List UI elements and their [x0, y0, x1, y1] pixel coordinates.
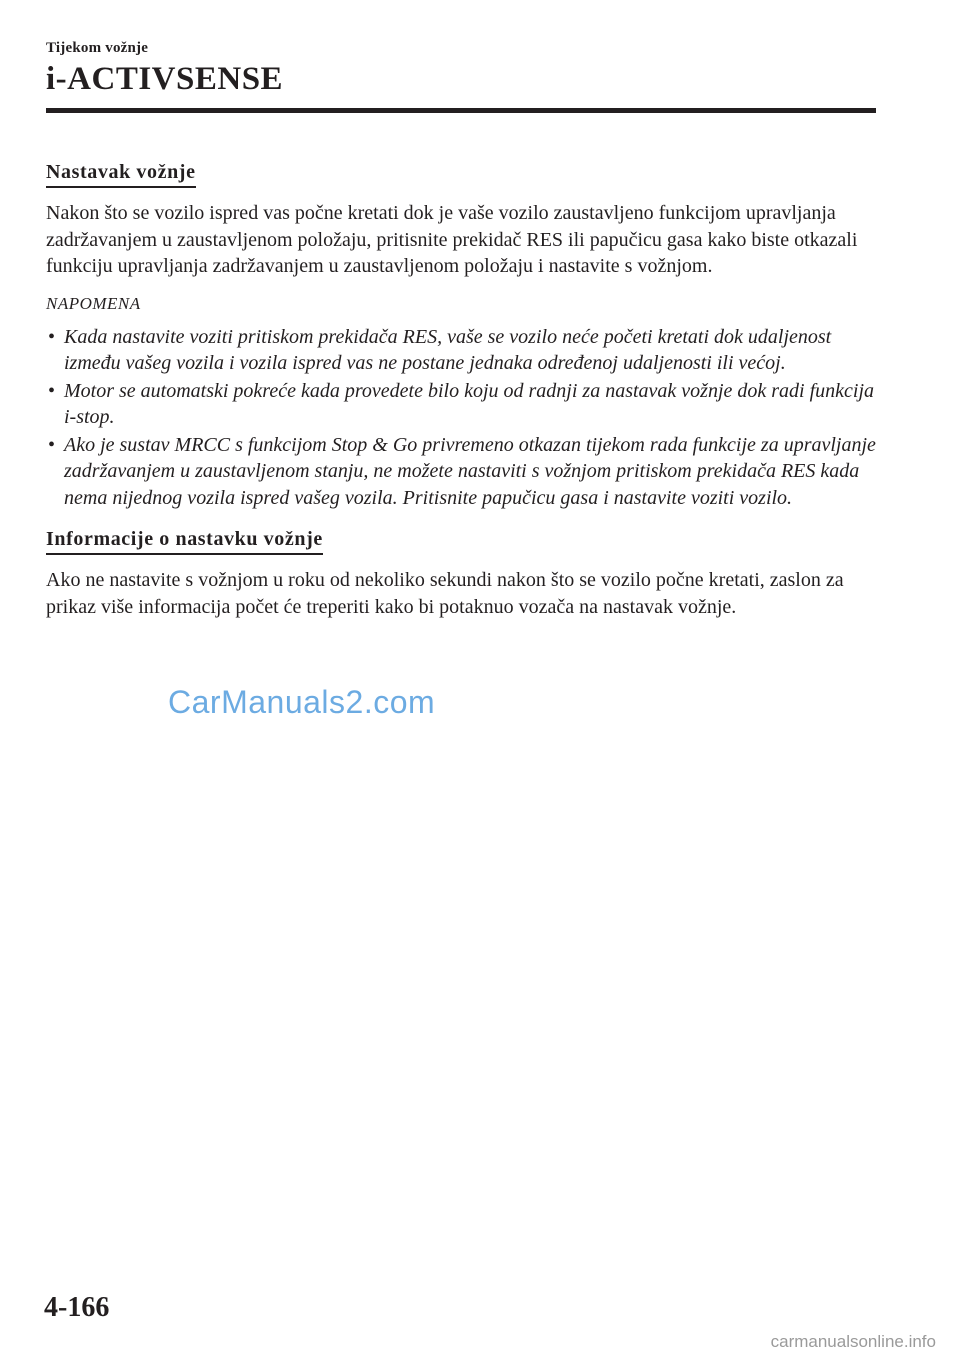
note-label: NAPOMENA	[46, 293, 141, 313]
note-item	[46, 432, 876, 512]
header-rule	[46, 108, 876, 113]
note-text: Kada nastavite voziti pritiskom prekidača RES, vaše se vozilo neće početi kretati dok udaljenost između vašeg vozila i vozila ispred vas ne postane jednaka određenoj udaljenosti ili većoj.	[64, 325, 832, 374]
subheading-resume-info: Informacije o nastavku vožnje	[46, 527, 323, 555]
note-item	[46, 378, 876, 431]
page-number: 4-166	[44, 1292, 110, 1323]
note-item	[46, 324, 876, 377]
subheading-resume-driving: Nastavak vožnje	[46, 160, 196, 188]
note-text: Motor se automatski pokreće kada provedete bilo koju od radnji za nastavak vožnje dok radi funkcija i-stop.	[64, 379, 875, 428]
resume-driving-paragraph: Nakon što se vozilo ispred vas počne kretati dok je vaše vozilo zaustavljeno funkcijom upravljanja zadržavanjem u zaustavljenom položaju, pritisnite prekidač RES ili papučicu gasa kako biste otkazali funkciju upravljanja zadržavanjem u zaustavljenom položaju i nastavite s vožnjom.	[46, 202, 858, 277]
page-header	[46, 40, 876, 98]
bullet-icon: •	[48, 379, 56, 402]
main-content	[46, 160, 876, 620]
section-title: i-ACTIVSENSE	[46, 61, 284, 97]
notes-list	[46, 324, 876, 512]
bullet-icon: •	[48, 433, 56, 456]
bullet-icon: •	[48, 325, 56, 348]
watermark-text: CarManuals2.com	[168, 684, 436, 720]
note-text: Ako je sustav MRCC s funkcijom Stop & Go privremeno otkazan tijekom rada funkcije za upravljanje zadržavanjem u zaustavljenom stanju, ne možete nastaviti s vožnjom pritiskom prekidača RES kada nema nijednog vozila ispred vašeg vozila. Pritisnite papučicu gasa i nastavite voziti vozilo.	[64, 433, 876, 509]
resume-info-paragraph: Ako ne nastavite s vožnjom u roku od nekoliko sekundi nakon što se vozilo počne kretati, zaslon za prikaz više informacija počet će treperiti kako bi potaknuo vozača na nastavak vožnje.	[46, 569, 844, 618]
chapter-title: Tijekom vožnje	[46, 40, 149, 56]
footer-site-link[interactable]: carmanualsonline.info	[770, 1332, 936, 1351]
